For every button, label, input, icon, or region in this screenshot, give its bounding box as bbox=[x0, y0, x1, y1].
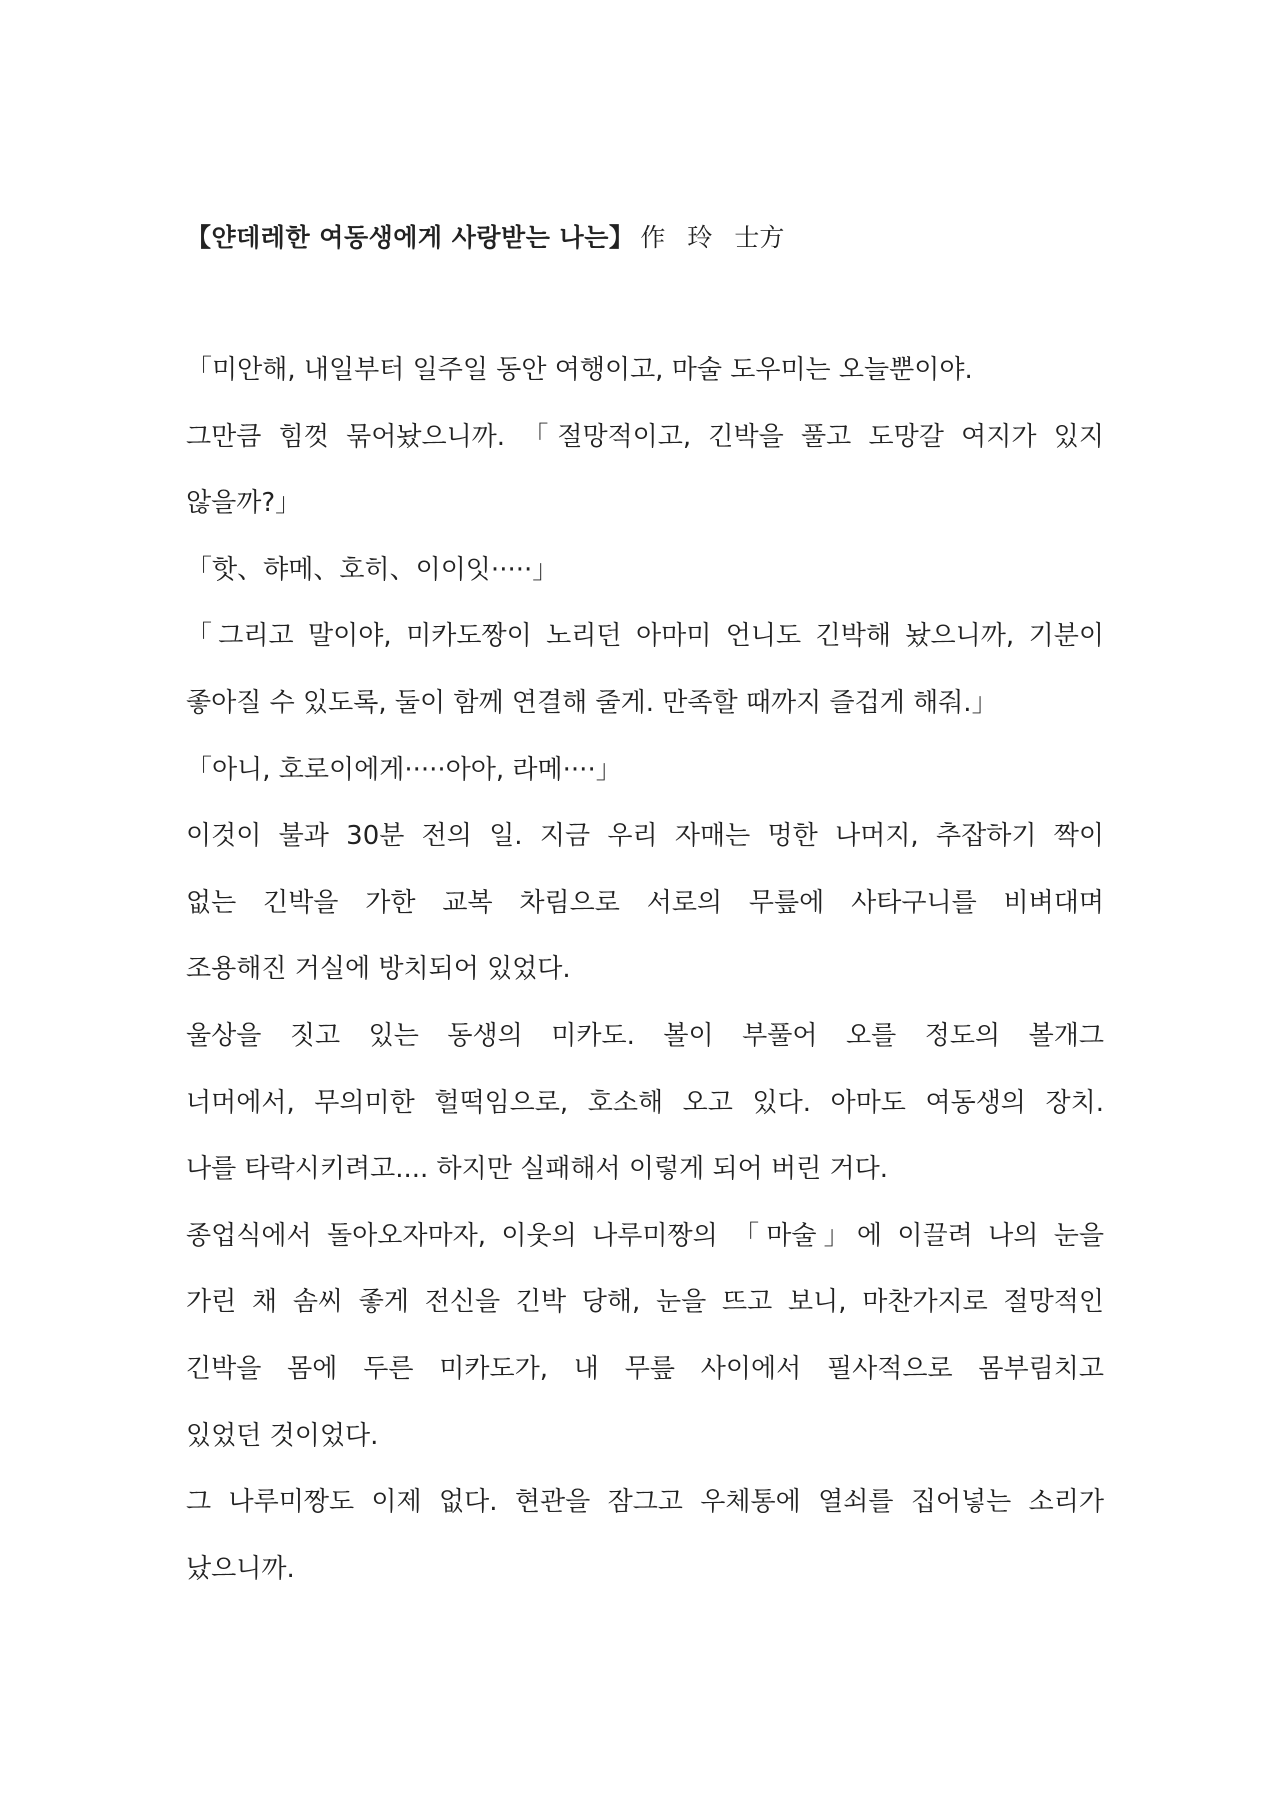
text-line: 그만큼 힘껏 묶어놨으니까. 「절망적이고, 긴박을 풀고 도망갈 여지가 있지 bbox=[186, 421, 1104, 452]
text-line: 긴박을 몸에 두른 미카도가, 내 무릎 사이에서 필사적으로 몸부림치고 bbox=[186, 1353, 1104, 1384]
author-byline bbox=[640, 223, 784, 252]
document-title: 【얀데레한 여동생에게 사랑받는 나는】 bbox=[186, 223, 635, 252]
text-line: 종업식에서 돌아오자마자, 이웃의 나루미짱의 「마술」에 이끌려 나의 눈을 bbox=[186, 1220, 1104, 1251]
text-line: 「그리고 말이야, 미카도짱이 노리던 아마미 언니도 긴박해 놨으니까, 기분이 bbox=[186, 621, 1104, 652]
text-line: 있었던 것이었다. bbox=[186, 1420, 379, 1451]
title-line bbox=[186, 218, 1106, 258]
text-line: 조용해진 거실에 방치되어 있었다. bbox=[186, 954, 571, 985]
text-line: 나를 타락시키려고.... 하지만 실패해서 이렇게 되어 버린 거다. bbox=[186, 1154, 888, 1185]
author-name-last: 士方 bbox=[734, 223, 785, 252]
text-line: 좋아질 수 있도록, 둘이 함께 연결해 줄게. 만족할 때까지 즐겁게 해줘.」 bbox=[186, 687, 998, 718]
text-line: 없는 긴박을 가한 교복 차림으로 서로의 무릎에 사타구니를 비벼대며 bbox=[186, 887, 1104, 918]
text-line: 이것이 불과 30분 전의 일. 지금 우리 자매는 멍한 나머지, 추잡하기 짝이 bbox=[186, 821, 1104, 852]
text-line: 그 나루미짱도 이제 없다. 현관을 잠그고 우체통에 열쇠를 집어넣는 소리가 bbox=[186, 1487, 1104, 1518]
text-line: 않을까?」 bbox=[186, 488, 302, 519]
text-line: 「미안해, 내일부터 일주일 동안 여행이고, 마술 도우미는 오늘뿐이야. bbox=[186, 355, 973, 385]
author-prefix: 作 bbox=[640, 223, 666, 252]
text-line: 가린 채 솜씨 좋게 전신을 긴박 당해, 눈을 뜨고 보니, 마찬가지로 절망적인 bbox=[186, 1287, 1104, 1318]
text-line: 울상을 짓고 있는 동생의 미카도. 볼이 부풀어 오를 정도의 볼개그 bbox=[186, 1020, 1104, 1051]
author-name-first: 玲 bbox=[687, 223, 713, 252]
text-line: 너머에서, 무의미한 헐떡임으로, 호소해 오고 있다. 아마도 여동생의 장치. bbox=[186, 1087, 1104, 1118]
text-line: 났으니까. bbox=[186, 1553, 295, 1584]
text-line: 「아니, 호로이에게·····아아, 라메····」 bbox=[186, 754, 622, 785]
text-line: 「핫、햐메、호히、이이잇·····」 bbox=[186, 554, 559, 585]
body-text bbox=[186, 350, 1104, 1615]
